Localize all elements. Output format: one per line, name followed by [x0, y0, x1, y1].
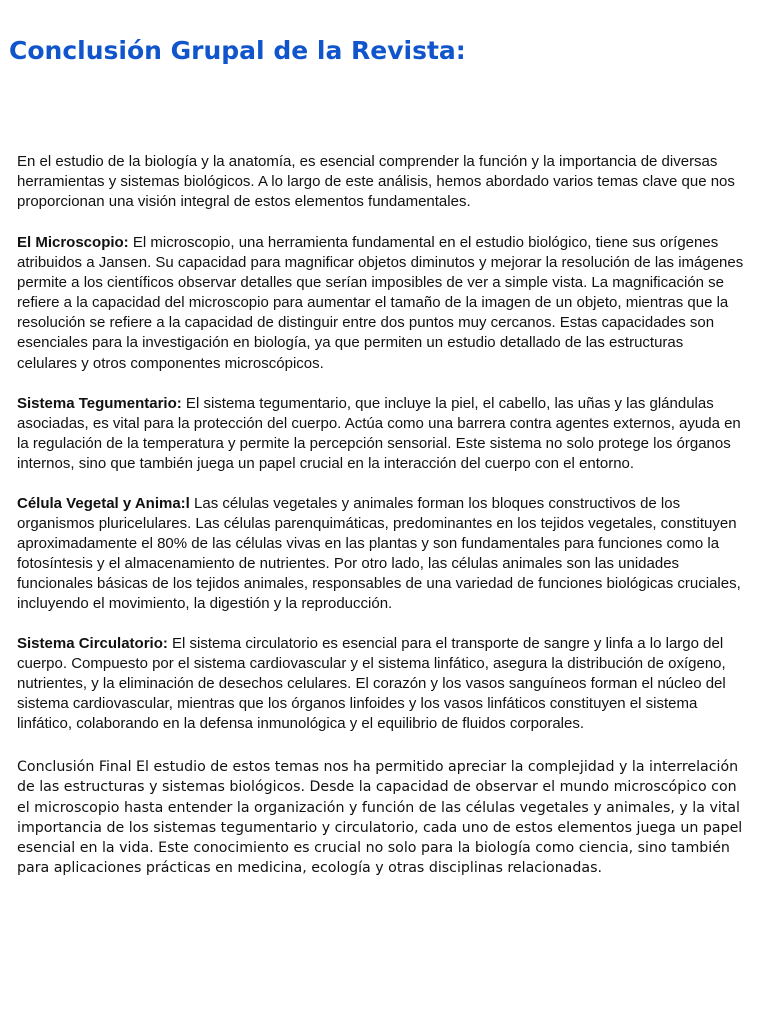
- section-text: El sistema circulatorio es esencial para el transporte de sangre y linfa a lo largo del cuerpo. Compuesto por el sistema cardiovascular y el sistema linfático, asegura la distribución de oxígeno, nutrientes, y la eliminación de desechos celulares. El corazón y los vasos sanguíneos forman el núcleo del sistema cardiovascular, mientras que los órganos linfoides y los vasos linfáticos constituyen el sistema linfático, colaborando en la defensa inmunológica y el equilibrio de fluidos corporales.: [17, 635, 726, 733]
- section-text: El microscopio, una herramienta fundamental en el estudio biológico, tiene sus orígenes atribuidos a Jansen. Su capacidad para magnificar objetos diminutos y mejorar la resolución de las imágenes permite a los científicos observar detalles que serían imposibles de ver a simple vista. La magnificación se refiere a la capacidad del microscopio para aumentar el tamaño de la imagen de un objeto, mientras que la resolución se refiere a la capacidad de distinguir entre dos puntos muy cercanos. Estas capacidades son esenciales para la investigación en biología, ya que permiten un estudio detallado de las estructuras celulares y otros componentes microscópicos.: [17, 234, 744, 372]
- section-celula: [17, 494, 745, 615]
- page-title: Conclusión Grupal de la Revista:: [9, 36, 466, 65]
- section-heading: El Microscopio:: [17, 234, 129, 251]
- section-tegumentario: [17, 394, 745, 474]
- intro-paragraph: En el estudio de la biología y la anatomía, es esencial comprender la función y la importancia de diversas herramientas y sistemas biológicos. A lo largo de este análisis, hemos abordado varios temas clave que nos proporcionan una visión integral de estos elementos fundamentales.: [17, 153, 735, 211]
- section-microscopio: [17, 233, 745, 374]
- section-text: Las células vegetales y animales forman los bloques constructivos de los organismos pluricelulares. Las células parenquimáticas, predominantes en los tejidos vegetales, constituyen aproximadamente el 80% de las células vivas en las plantas y son fundamentales para funciones como la fotosíntesis y el almacenamiento de nutrientes. Por otro lado, las células animales son las unidades funcionales básicas de los tejidos animales, responsables de una variedad de funciones biológicas cruciales, incluyendo el movimiento, la digestión y la reproducción.: [17, 495, 741, 613]
- section-heading: Sistema Circulatorio:: [17, 635, 168, 652]
- section-text: El sistema tegumentario, que incluye la piel, el cabello, las uñas y las glándulas asociadas, es vital para la protección del cuerpo. Actúa como una barrera contra agentes externos, ayuda en la regulación de la temperatura y permite la percepción sensorial. Este sistema no solo protege los órganos internos, sino que también juega un papel crucial en la interacción del cuerpo con el entorno.: [17, 395, 741, 473]
- final-conclusion-paragraph: Conclusión Final El estudio de estos temas nos ha permitido apreciar la complejidad y la interrelación de las estructuras y sistemas biológicos. Desde la capacidad de observar el mundo microscópico con el microscopio hasta entender la organización y función de las células vegetales y animales, y la vital importancia de los sistemas tegumentario y circulatorio, cada uno de estos elementos juega un papel esencial en la vida. Este conocimiento es crucial no solo para la biología como ciencia, sino también para aplicaciones prácticas en medicina, ecología y otras disciplinas relacionadas.: [17, 759, 743, 877]
- section-circulatorio: [17, 634, 745, 734]
- section-heading: Célula Vegetal y Anima:l: [17, 495, 190, 512]
- section-heading: Sistema Tegumentario:: [17, 395, 182, 412]
